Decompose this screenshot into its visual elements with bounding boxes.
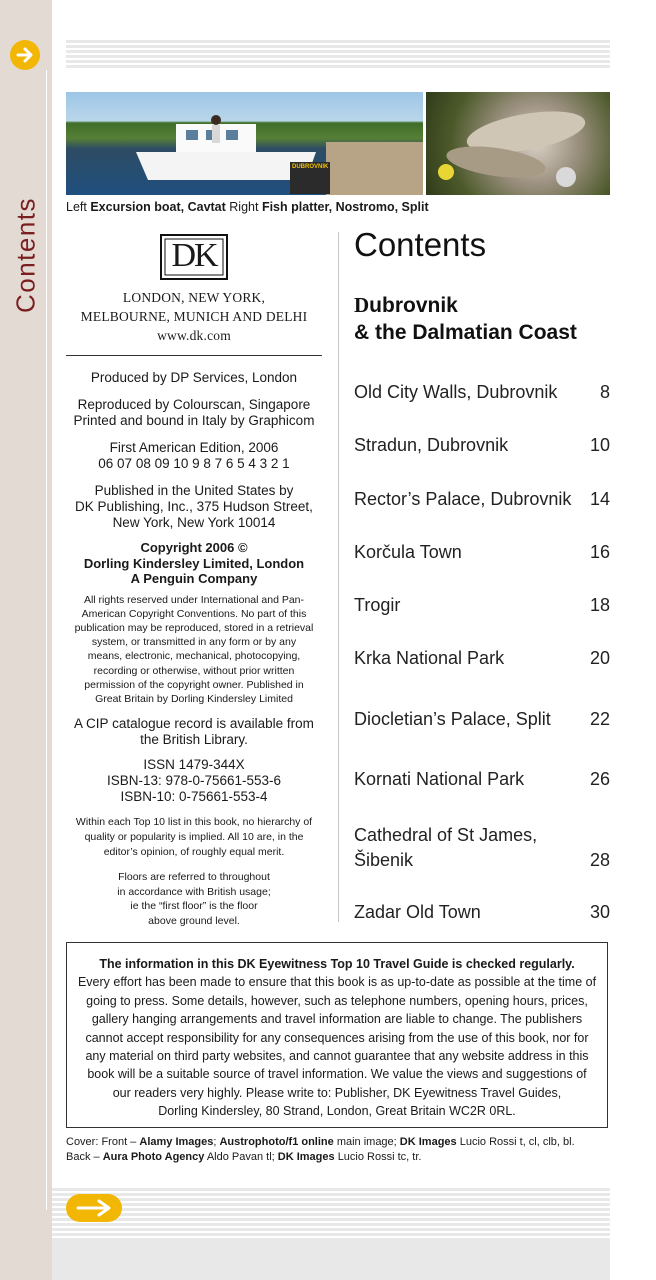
next-page-arrow-icon[interactable] <box>66 1194 122 1222</box>
notice-line: Every effort has been made to ensure that this book is as up-to-date as possible at the time of <box>77 975 597 990</box>
toc-item-krka-national-park[interactable]: Krka National Park 20 <box>354 648 610 668</box>
issn: ISSN 1479-344X <box>143 757 245 773</box>
imprint-rule <box>66 355 322 356</box>
notice-line: book will be a suitable source of travel information. We value the views and suggestions of <box>87 1067 587 1082</box>
toc-item-rectors-palace[interactable]: Rector’s Palace, Dubrovnik 14 <box>354 489 610 509</box>
back-cover-credit: Back – Aura Photo Agency Aldo Pavan tl; DK Images Lucio Rossi tc, tr. <box>66 1151 422 1163</box>
published-by-2: DK Publishing, Inc., 375 Hudson Street, <box>75 499 313 514</box>
publisher-cities-1: LONDON, NEW YORK, <box>122 290 266 305</box>
print-numbers: 06 07 08 09 10 9 8 7 6 5 4 3 2 1 <box>98 456 290 471</box>
imprint-column <box>66 230 322 928</box>
side-section-label: Contents <box>10 196 41 314</box>
printed-by: Printed and bound in Italy by Graphicom <box>73 413 315 428</box>
dk-logo: DK <box>160 234 228 280</box>
notice-heading: The information in this DK Eyewitness Top 10 Travel Guide is checked regularly. <box>99 957 575 971</box>
front-cover-credit: Cover: Front – Alamy Images; Austrophoto/f1 online main image; DK Images Lucio Rossi t, cl, clb, bl. <box>66 1136 575 1148</box>
toc-item-korcula-town[interactable]: Korčula Town 16 <box>354 542 610 562</box>
boat-sign-text: DUBROVNIK <box>292 164 329 170</box>
isbn-10: ISBN-10: 0-75661-553-4 <box>120 789 268 805</box>
notice-line: cannot accept responsibility for any consequences arising from the use of this book, nor for <box>85 1030 589 1045</box>
floors-text: Floors are referred to throughout in accordance with British usage; ie the “first floor” is the floor above ground level. <box>117 871 271 927</box>
copyright-line-3: A Penguin Company <box>130 571 258 586</box>
column-divider <box>338 232 339 922</box>
copyright-line-1: Copyright 2006 © <box>140 540 248 555</box>
toc-item-zadar-old-town[interactable]: Zadar Old Town 30 <box>354 902 610 922</box>
reproduced-by: Reproduced by Colourscan, Singapore <box>77 397 311 412</box>
produced-by: Produced by DP Services, London <box>90 370 298 385</box>
cip-line-1: A CIP catalogue record is available from <box>74 716 314 732</box>
photo-caption: Left Excursion boat, Cavtat Right Fish platter, Nostromo, Split <box>66 200 429 214</box>
rights-text: All rights reserved under International and Pan- American Copyright Conventions. No part of this publication may be reproduced, stored in a retrieval system, or transmitted in any form or by any means, electronic, mechanical, photocopying, recording or otherwise, without prior written permission of the copyright owner. Published in Great Britain by Dorling Kindersley Limited <box>74 593 314 705</box>
within-text: Within each Top 10 list in this book, no hierarchy of quality or popularity is implied. All 10 are, in the editor’s opinion, of roughly equal merit. <box>75 816 313 859</box>
notice-line: our readers very highly. Please write to: Publisher, DK Eyewitness Travel Guides, <box>112 1085 562 1100</box>
toc-item-old-city-walls[interactable]: Old City Walls, Dubrovnik 8 <box>354 382 610 402</box>
photo-excursion-boat <box>66 92 423 195</box>
first-edition: First American Edition, 2006 <box>109 440 279 455</box>
header-stripe-bar <box>66 40 610 68</box>
notice-line: going to press. Some details, however, such as telephone numbers, opening hours, prices, <box>86 993 588 1008</box>
toc-item-kornati-national-park[interactable]: Kornati National Park 26 <box>354 769 610 789</box>
notice-line: any material on third party websites, and cannot guarantee that any website address in this <box>85 1049 589 1064</box>
footer-band <box>52 1238 610 1280</box>
toc-item-stradun[interactable]: Stradun, Dubrovnik 10 <box>354 435 610 455</box>
toc-item-cathedral-st-james[interactable]: Cathedral of St James, Šibenik 28 <box>354 825 610 870</box>
toc-item-trogir[interactable]: Trogir 18 <box>354 595 610 615</box>
photo-fish-platter <box>426 92 610 195</box>
next-arrow-icon[interactable] <box>10 40 40 70</box>
notice-box <box>66 942 608 1128</box>
notice-line: Dorling Kindersley, 80 Strand, London, Great Britain WC2R 0RL. <box>158 1104 516 1119</box>
notice-line: gallery hanging arrangements and travel information are liable to change. The publishers <box>91 1012 583 1027</box>
contents-heading: Contents <box>354 226 487 263</box>
toc-item-diocletians-palace[interactable]: Diocletian’s Palace, Split 22 <box>354 709 610 729</box>
cover-credits <box>66 1135 610 1165</box>
published-by-3: New York, New York 10014 <box>112 515 276 530</box>
publisher-cities-2: MELBOURNE, MUNICH AND DELHI <box>80 309 308 324</box>
isbn-13: ISBN-13: 978-0-75661-553-6 <box>106 773 282 789</box>
published-by-1: Published in the United States by <box>94 483 294 498</box>
cip-line-2: the British Library. <box>140 732 248 748</box>
section-title: Dubrovnik & the Dalmatian Coast <box>354 293 577 344</box>
copyright-line-2: Dorling Kindersley Limited, London <box>83 555 305 571</box>
publisher-website[interactable]: www.dk.com <box>157 328 231 343</box>
